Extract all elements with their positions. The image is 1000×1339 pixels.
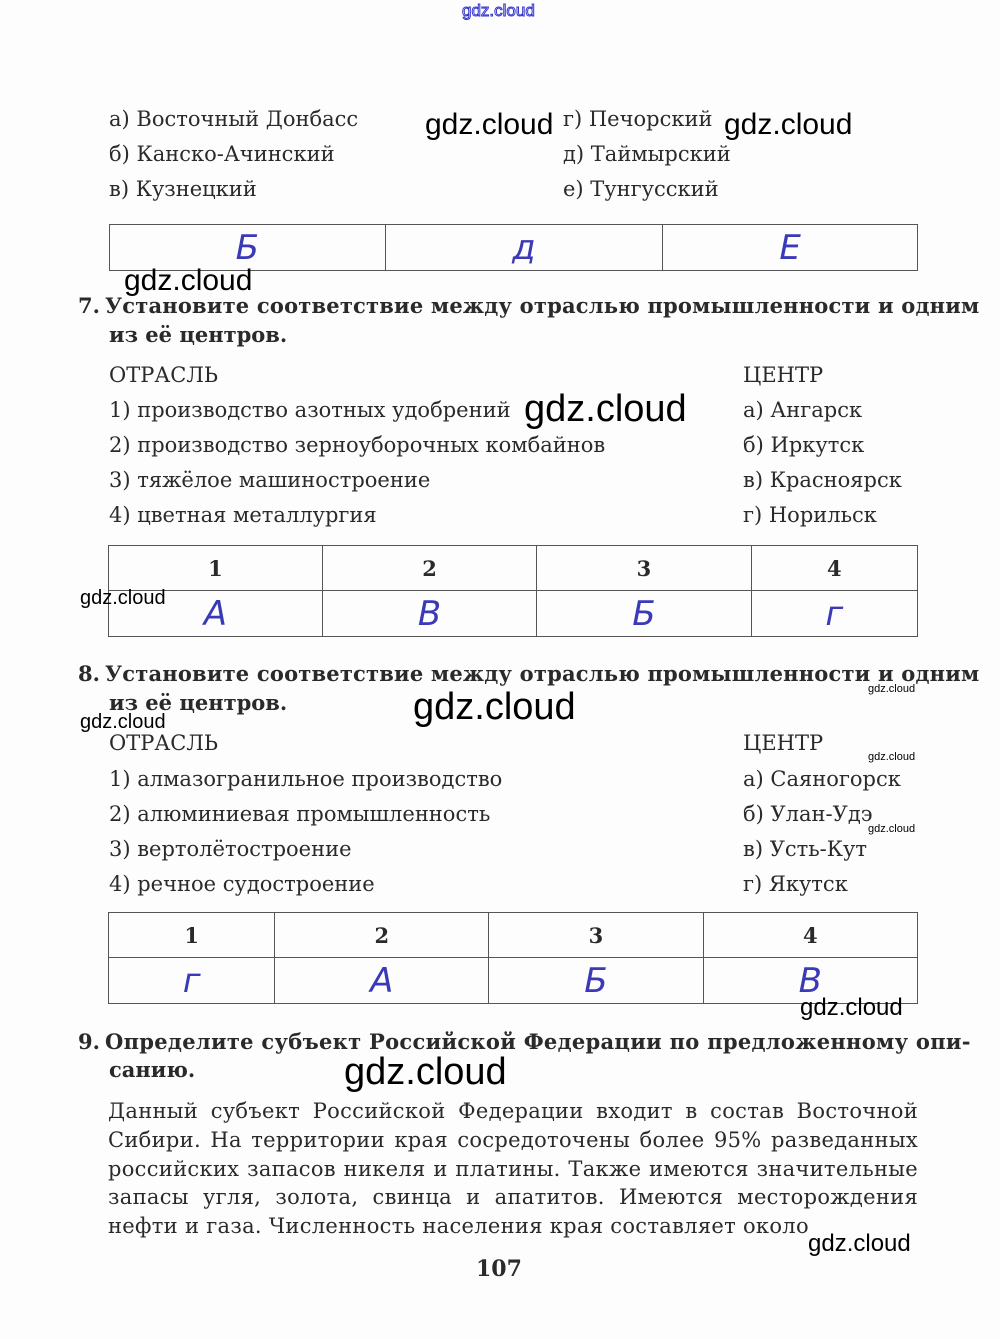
watermark: gdz.cloud <box>413 686 576 728</box>
table-header: 3 <box>537 546 751 591</box>
watermark: gdz.cloud <box>724 108 853 141</box>
list-item: а) Ангарск <box>743 398 863 422</box>
watermark: gdz.cloud <box>80 711 166 733</box>
question-title: Установите соответствие между отраслью промышленности и одним <box>105 293 980 318</box>
watermark: gdz.cloud <box>344 1051 507 1093</box>
table-header: 4 <box>703 913 917 958</box>
question-title: из её центров. <box>109 322 288 347</box>
list-item: 2) алюминиевая промышленность <box>109 802 491 826</box>
list-item: 1) алмазогранильное производство <box>109 767 503 791</box>
answer-cell[interactable]: д <box>385 225 663 271</box>
watermark: gdz.cloud <box>80 587 166 609</box>
table-header: 2 <box>275 913 489 958</box>
answer-cell[interactable]: Е <box>663 225 918 271</box>
answer-cell[interactable]: А <box>109 591 323 637</box>
answer-cell[interactable]: Б <box>110 225 386 271</box>
question-title: из её центров. <box>109 690 288 715</box>
watermark: gdz.cloud <box>868 751 916 763</box>
watermark: gdz.cloud <box>425 108 554 141</box>
table-header: 4 <box>751 546 917 591</box>
list-item: г) Норильск <box>743 503 877 527</box>
answer-cell[interactable]: А <box>275 958 489 1004</box>
column-header: ЦЕНТР <box>743 363 824 387</box>
watermark: gdz.cloud <box>808 1230 911 1257</box>
answer-cell[interactable]: г <box>751 591 917 637</box>
watermark: gdz.cloud <box>524 388 687 430</box>
answer-cell[interactable]: Б <box>537 591 751 637</box>
option-d: д) Таймырский <box>563 142 731 166</box>
question-number: 7. <box>78 293 100 318</box>
list-item: в) Усть-Кут <box>743 837 868 861</box>
answer-cell[interactable]: В <box>322 591 536 637</box>
column-header: ЦЕНТР <box>743 731 824 755</box>
answer-cell[interactable]: г <box>109 958 275 1004</box>
watermark: gdz.cloud <box>868 683 916 695</box>
list-item: 3) тяжёлое машиностроение <box>109 468 431 492</box>
table-header: 2 <box>322 546 536 591</box>
list-item: 4) цветная металлургия <box>109 503 377 527</box>
column-header: ОТРАСЛЬ <box>109 363 218 387</box>
list-item: в) Красноярск <box>743 468 902 492</box>
list-item: б) Иркутск <box>743 433 865 457</box>
table-header: 1 <box>109 913 275 958</box>
answer-cell[interactable]: В <box>703 958 917 1004</box>
question-text: Данный субъект Российской Федерации входит в состав Восточной Сибири. На территории края сосредоточены более 95% разведанных российских запасов никеля и платины. Также имеются значительные запасы угля, золота, свинца и апатитов. Имеются месторождения нефти и газа. Численность населения края составляет около <box>108 1099 918 1239</box>
option-g: г) Печорский <box>563 107 713 131</box>
question-title: Установите соответствие между отраслью промышленности и одним <box>105 661 980 686</box>
list-item: 2) производство зерноуборочных комбайнов <box>109 433 606 457</box>
list-item: 3) вертолётостроение <box>109 837 352 861</box>
list-item: г) Якутск <box>743 872 848 896</box>
list-item: 4) речное судостроение <box>109 872 375 896</box>
list-item: а) Саяногорск <box>743 767 901 791</box>
question-number: 8. <box>78 661 100 686</box>
column-header: ОТРАСЛЬ <box>109 731 218 755</box>
question-title: санию. <box>109 1057 196 1082</box>
watermark: gdz.cloud <box>800 994 903 1021</box>
table-header: 1 <box>109 546 323 591</box>
option-a: а) Восточный Донбасс <box>109 107 359 131</box>
page-number: 107 <box>476 1256 522 1282</box>
list-item: б) Улан-Удэ <box>743 802 873 826</box>
list-item: 1) производство азотных удобрений <box>109 398 511 422</box>
option-v: в) Кузнецкий <box>109 177 257 201</box>
option-e: е) Тунгусский <box>563 177 719 201</box>
q7-answer-table <box>108 545 918 637</box>
watermark: gdz.cloud <box>868 823 916 835</box>
question-number: 9. <box>78 1029 100 1054</box>
question-title: Определите субъект Российской Федерации по предложенному опи- <box>105 1029 971 1054</box>
option-b: б) Канско-Ачинский <box>109 142 335 166</box>
table-header: 3 <box>489 913 703 958</box>
watermark: gdz.cloud <box>124 264 253 297</box>
q8-answer-table <box>108 912 918 1004</box>
watermark: gdz.cloud <box>462 1 535 20</box>
answer-cell[interactable]: Б <box>489 958 703 1004</box>
